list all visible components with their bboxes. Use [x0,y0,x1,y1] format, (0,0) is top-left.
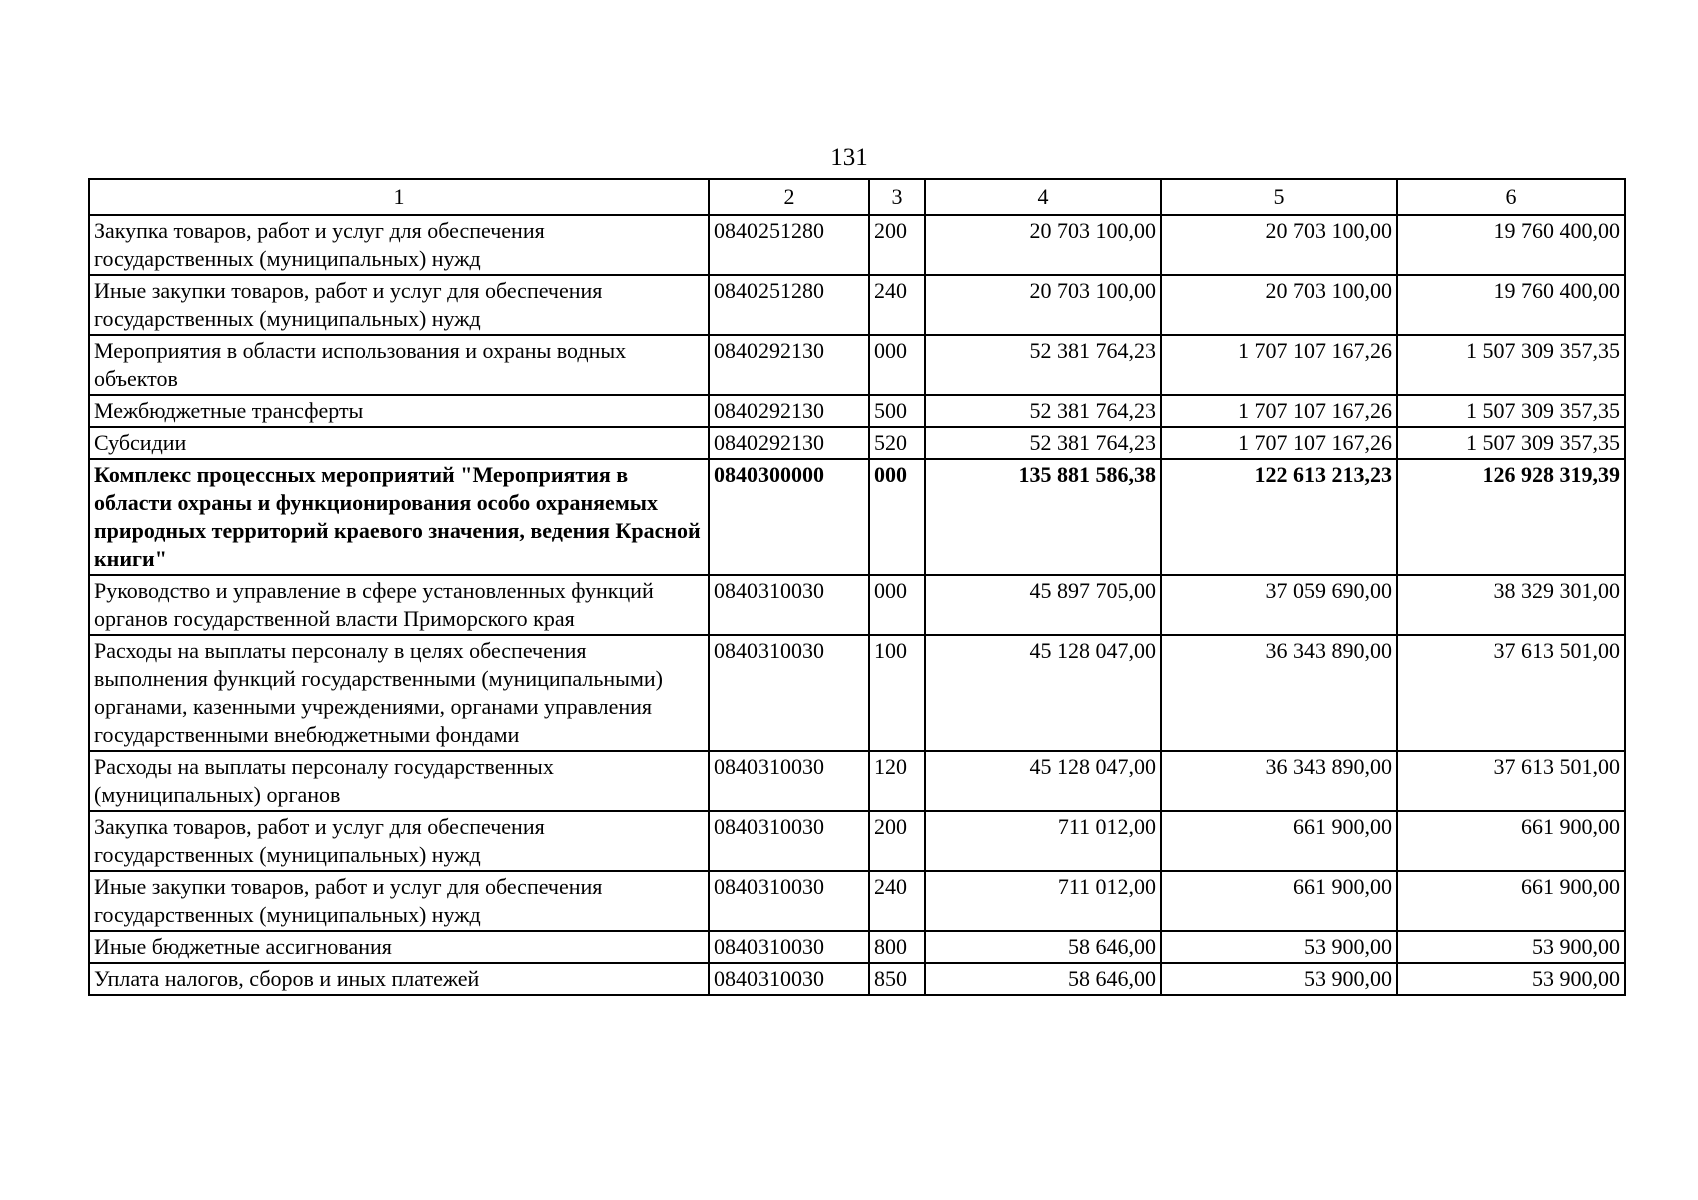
column-header-6: 6 [1397,179,1625,215]
amount-col6-cell: 661 900,00 [1397,871,1625,931]
amount-col4-cell: 20 703 100,00 [925,215,1161,275]
amount-col6-cell: 37 613 501,00 [1397,635,1625,751]
amount-col6-cell: 661 900,00 [1397,811,1625,871]
table-row [89,871,1625,931]
amount-col5-cell: 661 900,00 [1161,811,1397,871]
amount-col5-cell: 661 900,00 [1161,871,1397,931]
amount-col4-cell: 52 381 764,23 [925,427,1161,459]
amount-col5-cell: 37 059 690,00 [1161,575,1397,635]
amount-col6-cell: 19 760 400,00 [1397,215,1625,275]
expense-name-cell: Иные закупки товаров, работ и услуг для обеспечения государственных (муниципальных) нужд [89,275,709,335]
amount-col6-cell: 19 760 400,00 [1397,275,1625,335]
amount-col5-cell: 36 343 890,00 [1161,751,1397,811]
amount-col6-cell: 126 928 319,39 [1397,459,1625,575]
amount-col5-cell: 1 707 107 167,26 [1161,395,1397,427]
table-row [89,215,1625,275]
expense-type-code-cell: 240 [869,871,925,931]
expense-name-cell: Субсидии [89,427,709,459]
amount-col4-cell: 45 128 047,00 [925,751,1161,811]
target-article-code-cell: 0840310030 [709,635,869,751]
column-number-row [89,179,1625,215]
table-row [89,459,1625,575]
column-header-1: 1 [89,179,709,215]
amount-col4-cell: 711 012,00 [925,871,1161,931]
expense-type-code-cell: 500 [869,395,925,427]
table-row [89,751,1625,811]
table-row [89,335,1625,395]
amount-col4-cell: 58 646,00 [925,931,1161,963]
target-article-code-cell: 0840292130 [709,335,869,395]
table-row [89,963,1625,995]
expense-type-code-cell: 520 [869,427,925,459]
table-row [89,395,1625,427]
table-row [89,427,1625,459]
expense-name-cell: Руководство и управление в сфере установленных функций органов государственной власти Приморского края [89,575,709,635]
amount-col5-cell: 20 703 100,00 [1161,275,1397,335]
amount-col4-cell: 52 381 764,23 [925,335,1161,395]
amount-col5-cell: 1 707 107 167,26 [1161,335,1397,395]
amount-col6-cell: 37 613 501,00 [1397,751,1625,811]
expense-type-code-cell: 800 [869,931,925,963]
column-header-4: 4 [925,179,1161,215]
target-article-code-cell: 0840251280 [709,275,869,335]
expense-type-code-cell: 100 [869,635,925,751]
target-article-code-cell: 0840310030 [709,963,869,995]
column-header-2: 2 [709,179,869,215]
target-article-code-cell: 0840292130 [709,395,869,427]
expense-name-cell: Иные закупки товаров, работ и услуг для обеспечения государственных (муниципальных) нужд [89,871,709,931]
amount-col5-cell: 53 900,00 [1161,931,1397,963]
amount-col6-cell: 1 507 309 357,35 [1397,335,1625,395]
amount-col5-cell: 1 707 107 167,26 [1161,427,1397,459]
amount-col5-cell: 36 343 890,00 [1161,635,1397,751]
amount-col4-cell: 135 881 586,38 [925,459,1161,575]
column-header-5: 5 [1161,179,1397,215]
amount-col4-cell: 58 646,00 [925,963,1161,995]
expense-type-code-cell: 200 [869,215,925,275]
table-row [89,575,1625,635]
amount-col6-cell: 53 900,00 [1397,963,1625,995]
expense-name-cell: Расходы на выплаты персоналу государственных (муниципальных) органов [89,751,709,811]
amount-col6-cell: 38 329 301,00 [1397,575,1625,635]
expense-type-code-cell: 000 [869,335,925,395]
budget-table [88,178,1626,996]
target-article-code-cell: 0840310030 [709,575,869,635]
target-article-code-cell: 0840251280 [709,215,869,275]
amount-col4-cell: 45 897 705,00 [925,575,1161,635]
expense-name-cell: Закупка товаров, работ и услуг для обеспечения государственных (муниципальных) нужд [89,215,709,275]
expense-name-cell: Расходы на выплаты персоналу в целях обеспечения выполнения функций государственными (муниципальными) органами, казенными учреждениями, органами управления государственными внебюджетными фондами [89,635,709,751]
expense-name-cell: Мероприятия в области использования и охраны водных объектов [89,335,709,395]
expense-name-cell: Уплата налогов, сборов и иных платежей [89,963,709,995]
amount-col5-cell: 20 703 100,00 [1161,215,1397,275]
target-article-code-cell: 0840300000 [709,459,869,575]
expense-name-cell: Закупка товаров, работ и услуг для обеспечения государственных (муниципальных) нужд [89,811,709,871]
expense-type-code-cell: 000 [869,575,925,635]
page-number: 131 [830,144,868,171]
amount-col4-cell: 52 381 764,23 [925,395,1161,427]
expense-type-code-cell: 000 [869,459,925,575]
target-article-code-cell: 0840310030 [709,871,869,931]
target-article-code-cell: 0840310030 [709,811,869,871]
amount-col5-cell: 53 900,00 [1161,963,1397,995]
amount-col4-cell: 20 703 100,00 [925,275,1161,335]
column-header-3: 3 [869,179,925,215]
table-row [89,931,1625,963]
expense-type-code-cell: 240 [869,275,925,335]
target-article-code-cell: 0840310030 [709,751,869,811]
expense-type-code-cell: 200 [869,811,925,871]
target-article-code-cell: 0840292130 [709,427,869,459]
expense-name-cell: Межбюджетные трансферты [89,395,709,427]
table-row [89,635,1625,751]
expense-type-code-cell: 850 [869,963,925,995]
amount-col4-cell: 45 128 047,00 [925,635,1161,751]
amount-col6-cell: 1 507 309 357,35 [1397,395,1625,427]
amount-col4-cell: 711 012,00 [925,811,1161,871]
budget-table-body [89,179,1625,995]
amount-col6-cell: 53 900,00 [1397,931,1625,963]
table-row [89,811,1625,871]
expense-type-code-cell: 120 [869,751,925,811]
table-row [89,275,1625,335]
expense-name-cell: Иные бюджетные ассигнования [89,931,709,963]
amount-col6-cell: 1 507 309 357,35 [1397,427,1625,459]
expense-name-cell: Комплекс процессных мероприятий "Мероприятия в области охраны и функционирования особо охраняемых природных территорий краевого значения, ведения Красной книги" [89,459,709,575]
amount-col5-cell: 122 613 213,23 [1161,459,1397,575]
target-article-code-cell: 0840310030 [709,931,869,963]
